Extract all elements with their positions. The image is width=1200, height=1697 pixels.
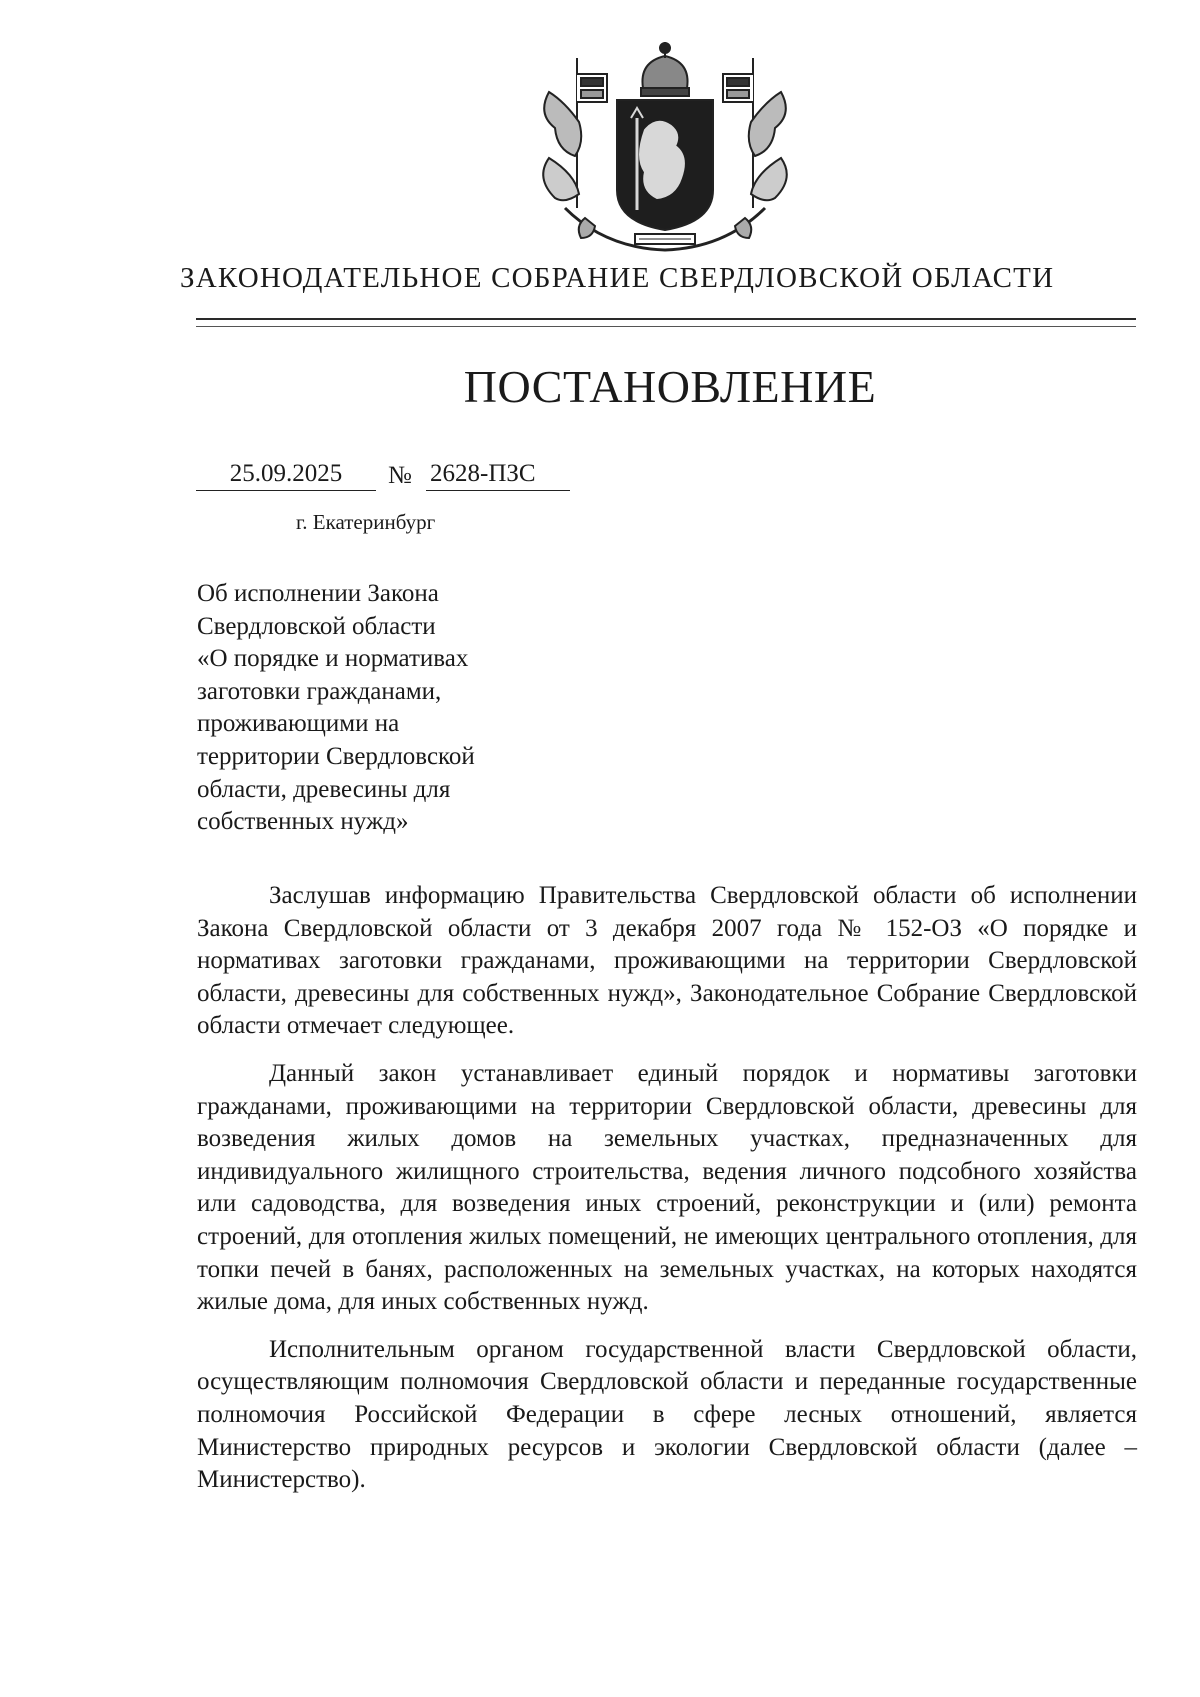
document-type-title: ПОСТАНОВЛЕНИЕ — [463, 361, 877, 412]
document-city: г. Екатеринбург — [296, 510, 436, 534]
subject-line: области, древесины для — [197, 775, 451, 803]
subject-line: собственных нужд» — [197, 808, 409, 836]
coat-of-arms-icon — [525, 38, 805, 260]
document-body — [197, 880, 1137, 1512]
document-number: 2628-ПЗС — [426, 460, 570, 491]
body-paragraph: Данный закон устанавливает единый порядок и нормативы заготовки гражданами, проживающими на территории Свердловской области, древесины для возведения жилых домов на земельных участках, предназначенных для индивидуального жилищного строительства, ведения личного подсобного хозяйства или садоводства, для возведения иных строений, реконструкции и (или) ремонта строений, для отопления жилых помещений, не имеющих центрального отопления, для топки печей в банях, расположенных на земельных участках, на которых находятся жилые дома, для иных собственных нужд. — [197, 1059, 1137, 1316]
header-divider — [196, 318, 1136, 327]
document-date: 25.09.2025 — [196, 460, 376, 491]
body-paragraph: Исполнительным органом государственной власти Свердловской области, осуществляющим полномочия Свердловской области и переданные государственные полномочия Российской Федерации в сфере лесных отношений, является Министерство природных ресурсов и экологии Свердловской области (далее – Министерство). — [197, 1335, 1137, 1494]
subject-line: заготовки гражданами, — [197, 677, 442, 705]
subject-line: проживающими на — [197, 710, 400, 738]
subject-line: Свердловской области — [197, 612, 436, 640]
document-subject — [197, 578, 597, 839]
body-paragraph: Заслушав информацию Правительства Свердловской области об исполнении Закона Свердловской области от 3 декабря 2007 года № 152-ОЗ «О порядке и нормативах заготовки гражданами, проживающими на территории Свердловской области, древесины для собственных нужд», Законодательное Собрание Свердловской области отмечает следующее. — [197, 882, 1137, 1040]
subject-line: Об исполнении Закона — [197, 580, 439, 607]
number-sign: № — [388, 462, 412, 489]
organization-name: ЗАКОНОДАТЕЛЬНОЕ СОБРАНИЕ СВЕРДЛОВСКОЙ ОБЛАСТИ — [180, 262, 1055, 294]
subject-line: территории Свердловской — [197, 742, 475, 770]
subject-line: «О порядке и нормативах — [197, 645, 469, 673]
